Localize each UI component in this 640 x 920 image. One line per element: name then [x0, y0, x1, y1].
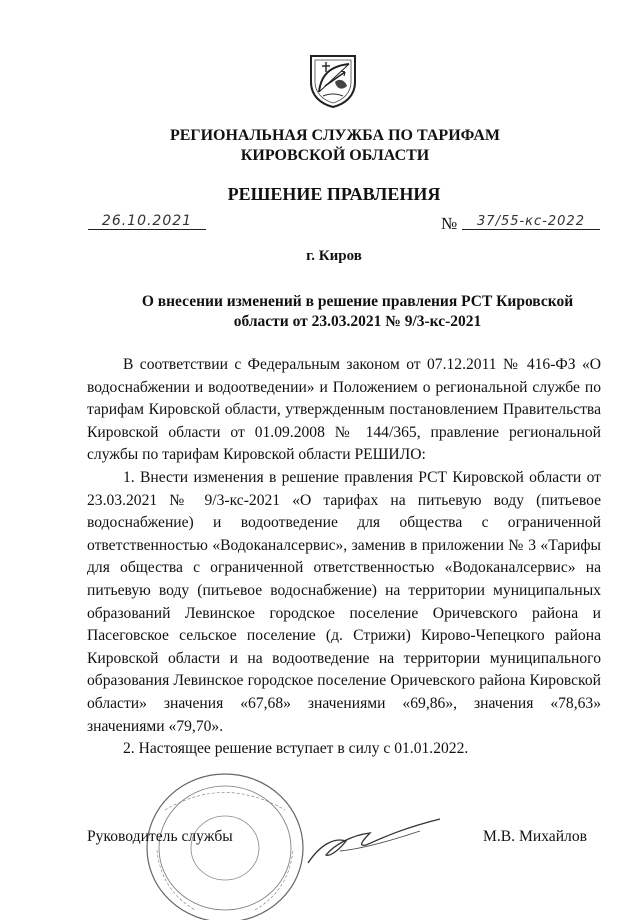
city-label: г. Киров [306, 248, 362, 264]
handwritten-signature [300, 815, 450, 875]
decision-body [87, 354, 601, 761]
organization-name [0, 126, 640, 166]
decision-number: 37/55-кс-2022 [462, 214, 600, 230]
subject-line-1: О внесении изменений в решение правления РСТ Кировской [141, 293, 574, 310]
coat-of-arms-icon [305, 52, 361, 108]
number-sign: № [441, 214, 458, 233]
organization-line-1: РЕГИОНАЛЬНАЯ СЛУЖБА ПО ТАРИФАМ [169, 127, 501, 144]
organization-line-2: КИРОВСКОЙ ОБЛАСТИ [240, 147, 430, 164]
decision-date: 26.10.2021 [88, 213, 206, 230]
subject-line-2: области от 23.03.2021 № 9/3-кс-2021 [233, 313, 482, 330]
paragraph-item-1: 1. Внести изменения в решение правления РСТ Кировской области от 23.03.2021 № 9/3-кс-2021 «О тарифах на питьевую воду (питьевое водоснабжение) и водоотведение для общества с ограниченной ответственностью «Водоканалсервис», заменив в приложении № 3 «Тарифы для общества с ограниченной ответственностью «Водоканалсервис» на питьевую воду (питьевое водоснабжение) на территории муниципальных образований Левинское городское поселение Оричевского района и Пасеговское сельское поселение (д. Стрижи) Кирово-Чепецкого района Кировской области и на водоотведение на территории муниципального образования Левинское городское поселение Оричевского района Кировской области» значения «67,68» значениями «69,86», значения «78,63» значениями «79,70». [87, 468, 601, 735]
signatory-title: Руководитель службы [87, 828, 233, 845]
document-type-heading: РЕШЕНИЕ ПРАВЛЕНИЯ [227, 184, 441, 204]
paragraph-item-2: 2. Настоящее решение вступает в силу с 01.01.2022. [123, 740, 469, 758]
paragraph-preamble: В соответствии с Федеральным законом от 07.12.2011 № 416-ФЗ «О водоснабжении и водоотведении» и Положением о региональной службе по тарифам Кировской области, утвержденным постановлением Правительства Кировской области от 01.09.2008 № 144/365, правление региональной службы по тарифам Кировской области РЕШИЛО: [87, 356, 601, 464]
decision-subject [135, 292, 580, 332]
signatory-name: М.В. Михайлов [483, 828, 587, 845]
